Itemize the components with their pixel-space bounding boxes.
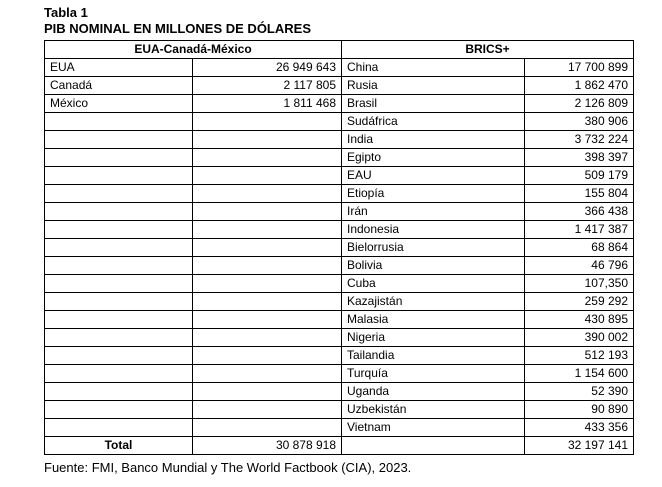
- left-country-cell: [45, 113, 193, 131]
- right-country-cell: Uzbekistán: [342, 401, 525, 419]
- left-value-cell: [193, 185, 342, 203]
- table-row: [45, 293, 634, 311]
- right-total-blank: [342, 437, 525, 455]
- right-value-cell: 52 390: [525, 383, 634, 401]
- table-body: [45, 59, 634, 455]
- left-value-cell: 26 949 643: [193, 59, 342, 77]
- left-country-cell: [45, 383, 193, 401]
- right-country-cell: Uganda: [342, 383, 525, 401]
- left-value-cell: [193, 311, 342, 329]
- left-country-cell: [45, 131, 193, 149]
- right-country-cell: Etiopía: [342, 185, 525, 203]
- table-row: [45, 113, 634, 131]
- left-value-cell: [193, 257, 342, 275]
- right-value-cell: 390 002: [525, 329, 634, 347]
- left-country-cell: México: [45, 95, 193, 113]
- left-country-cell: [45, 167, 193, 185]
- table-label: Tabla 1: [44, 5, 88, 20]
- right-value-cell: 1 417 387: [525, 221, 634, 239]
- left-country-cell: [45, 185, 193, 203]
- right-value-cell: 366 438: [525, 203, 634, 221]
- right-country-cell: Egipto: [342, 149, 525, 167]
- table-row: [45, 77, 634, 95]
- right-country-cell: India: [342, 131, 525, 149]
- right-value-cell: 398 397: [525, 149, 634, 167]
- right-country-cell: Vietnam: [342, 419, 525, 437]
- left-country-cell: [45, 275, 193, 293]
- left-value-cell: [193, 419, 342, 437]
- table-row: [45, 59, 634, 77]
- left-value-cell: [193, 365, 342, 383]
- left-value-cell: [193, 203, 342, 221]
- right-value-cell: 2 126 809: [525, 95, 634, 113]
- right-value-cell: 509 179: [525, 167, 634, 185]
- right-country-cell: Tailandia: [342, 347, 525, 365]
- left-country-cell: [45, 419, 193, 437]
- right-total-value: 32 197 141: [525, 437, 634, 455]
- table-title: PIB NOMINAL EN MILLONES DE DÓLARES: [44, 21, 311, 36]
- left-country-cell: [45, 203, 193, 221]
- left-value-cell: [193, 347, 342, 365]
- table-row: [45, 383, 634, 401]
- left-value-cell: [193, 329, 342, 347]
- left-value-cell: [193, 239, 342, 257]
- table-row: [45, 347, 634, 365]
- right-value-cell: 90 890: [525, 401, 634, 419]
- left-value-cell: 2 117 805: [193, 77, 342, 95]
- right-value-cell: 1 154 600: [525, 365, 634, 383]
- gdp-table: [44, 40, 634, 455]
- table-row: [45, 401, 634, 419]
- right-country-cell: EAU: [342, 167, 525, 185]
- table-row: [45, 149, 634, 167]
- left-country-cell: [45, 239, 193, 257]
- left-country-cell: [45, 329, 193, 347]
- table-header-row: [45, 41, 634, 59]
- total-label: Total: [45, 437, 193, 455]
- right-value-cell: 380 906: [525, 113, 634, 131]
- left-country-cell: Canadá: [45, 77, 193, 95]
- right-country-cell: Brasil: [342, 95, 525, 113]
- left-country-cell: [45, 365, 193, 383]
- right-value-cell: 155 804: [525, 185, 634, 203]
- table-row: [45, 329, 634, 347]
- right-value-cell: 512 193: [525, 347, 634, 365]
- left-value-cell: [193, 221, 342, 239]
- table-row: [45, 167, 634, 185]
- right-value-cell: 3 732 224: [525, 131, 634, 149]
- table-row: [45, 95, 634, 113]
- right-country-cell: Sudáfrica: [342, 113, 525, 131]
- left-value-cell: [193, 131, 342, 149]
- left-group-header: EUA-Canadá-México: [45, 41, 342, 59]
- table-row: [45, 131, 634, 149]
- total-row: [45, 437, 634, 455]
- right-country-cell: Nigeria: [342, 329, 525, 347]
- left-country-cell: EUA: [45, 59, 193, 77]
- left-country-cell: [45, 293, 193, 311]
- right-country-cell: China: [342, 59, 525, 77]
- source-note: Fuente: FMI, Banco Mundial y The World Factbook (CIA), 2023.: [44, 460, 412, 475]
- right-value-cell: 1 862 470: [525, 77, 634, 95]
- table-row: [45, 311, 634, 329]
- table-row: [45, 239, 634, 257]
- left-country-cell: [45, 401, 193, 419]
- left-value-cell: [193, 275, 342, 293]
- right-value-cell: 107,350: [525, 275, 634, 293]
- right-country-cell: Cuba: [342, 275, 525, 293]
- left-country-cell: [45, 257, 193, 275]
- table-row: [45, 365, 634, 383]
- table-row: [45, 203, 634, 221]
- left-value-cell: [193, 293, 342, 311]
- right-country-cell: Turquía: [342, 365, 525, 383]
- right-country-cell: Irán: [342, 203, 525, 221]
- table-row: [45, 275, 634, 293]
- right-group-header: BRICS+: [342, 41, 634, 59]
- right-country-cell: Kazajistán: [342, 293, 525, 311]
- left-country-cell: [45, 311, 193, 329]
- right-country-cell: Rusia: [342, 77, 525, 95]
- right-country-cell: Bolivia: [342, 257, 525, 275]
- table-row: [45, 185, 634, 203]
- left-value-cell: 1 811 468: [193, 95, 342, 113]
- right-value-cell: 46 796: [525, 257, 634, 275]
- right-country-cell: Bielorrusia: [342, 239, 525, 257]
- right-value-cell: 430 895: [525, 311, 634, 329]
- table-row: [45, 419, 634, 437]
- table-row: [45, 221, 634, 239]
- left-value-cell: [193, 113, 342, 131]
- right-value-cell: 433 356: [525, 419, 634, 437]
- left-value-cell: [193, 401, 342, 419]
- right-value-cell: 17 700 899: [525, 59, 634, 77]
- left-country-cell: [45, 221, 193, 239]
- right-value-cell: 68 864: [525, 239, 634, 257]
- right-value-cell: 259 292: [525, 293, 634, 311]
- left-country-cell: [45, 149, 193, 167]
- left-value-cell: [193, 149, 342, 167]
- left-value-cell: [193, 167, 342, 185]
- left-value-cell: [193, 383, 342, 401]
- table-row: [45, 257, 634, 275]
- right-country-cell: Indonesia: [342, 221, 525, 239]
- left-country-cell: [45, 347, 193, 365]
- right-country-cell: Malasia: [342, 311, 525, 329]
- left-total-value: 30 878 918: [193, 437, 342, 455]
